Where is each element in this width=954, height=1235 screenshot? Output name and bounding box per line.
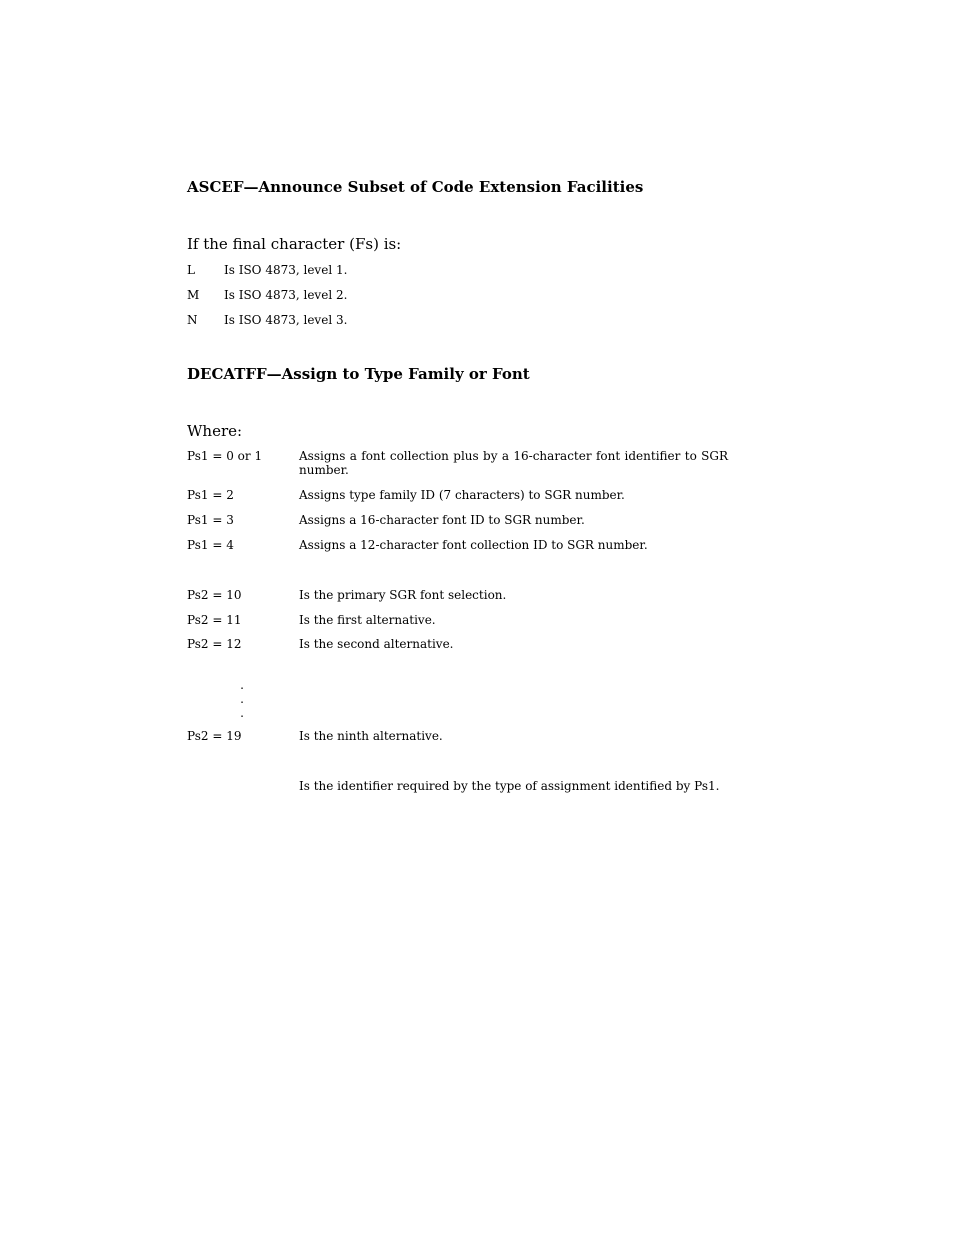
decatff-intro: Where: <box>187 422 243 440</box>
ascef-term-n: N <box>187 313 198 327</box>
ps2-desc-11: Is the first alternative. <box>299 613 436 627</box>
ps2-desc-12: Is the second alternative. <box>299 637 454 651</box>
ps1-desc-2: Assigns type family ID (7 characters) to SGR number. <box>299 488 625 502</box>
ascef-heading: ASCEF—Announce Subset of Code Extension Facilities <box>187 178 644 196</box>
ps1-desc-0-1: Assigns a font collection plus by a 16-character font identifier to SGR number. <box>299 449 728 477</box>
ascef-desc-n: Is ISO 4873, level 3. <box>224 313 348 327</box>
ps1-desc-3: Assigns a 16-character font ID to SGR number. <box>299 513 585 527</box>
ascef-intro: If the final character (Fs) is: <box>187 235 402 253</box>
ps2-term-12: Ps2 = 12 <box>187 637 242 651</box>
ps2-desc-10: Is the primary SGR font selection. <box>299 588 507 602</box>
ps1-term-3: Ps1 = 3 <box>187 513 234 527</box>
ellipsis-dot: . <box>240 706 244 720</box>
ps2-term-10: Ps2 = 10 <box>187 588 242 602</box>
ellipsis-dot: . <box>240 678 244 692</box>
ps1-term-2: Ps1 = 2 <box>187 488 234 502</box>
identifier-desc: Is the identifier required by the type of assignment identified by Ps1. <box>299 779 720 793</box>
ps1-term-4: Ps1 = 4 <box>187 538 234 552</box>
ps1-term-0-1: Ps1 = 0 or 1 <box>187 449 263 463</box>
ellipsis-dot: . <box>240 692 244 706</box>
ps2-desc-19: Is the ninth alternative. <box>299 729 443 743</box>
ascef-desc-l: Is ISO 4873, level 1. <box>224 263 348 277</box>
ascef-term-m: M <box>187 288 200 302</box>
ascef-term-l: L <box>187 263 195 277</box>
decatff-heading: DECATFF—Assign to Type Family or Font <box>187 365 530 383</box>
ps2-term-19: Ps2 = 19 <box>187 729 242 743</box>
ps2-term-11: Ps2 = 11 <box>187 613 242 627</box>
ascef-desc-m: Is ISO 4873, level 2. <box>224 288 348 302</box>
ps1-desc-4: Assigns a 12-character font collection ID to SGR number. <box>299 538 648 552</box>
